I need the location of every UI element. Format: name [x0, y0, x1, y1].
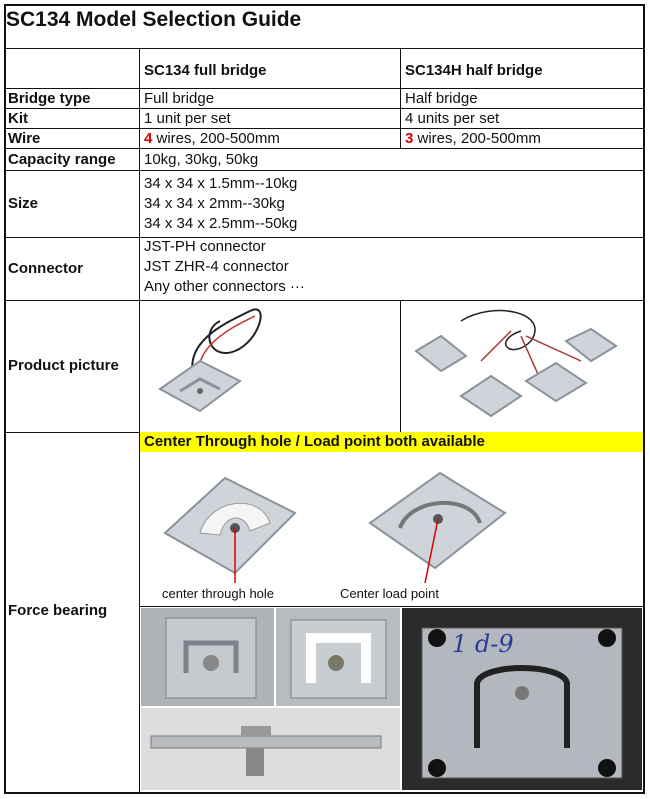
kit-half: 4 units per set	[405, 110, 500, 127]
half-bridge-closeup-photo	[402, 608, 642, 790]
row-label-size: Size	[8, 195, 39, 212]
connector-line: JST-PH connector	[144, 238, 266, 255]
connector-line: Any other connectors ···	[144, 278, 305, 295]
wire-count-full: 4	[144, 130, 153, 147]
row-label-connector: Connector	[8, 260, 83, 277]
grid-line	[4, 48, 645, 49]
size-line: 34 x 34 x 2mm--30kg	[144, 195, 285, 212]
installed-cell-side-photo	[141, 708, 400, 790]
wire-full	[144, 130, 280, 147]
force-bearing-diagram	[140, 453, 643, 605]
caption-center-through-hole: center through hole	[162, 586, 275, 601]
row-label-bridge-type: Bridge type	[8, 90, 91, 107]
row-label-force-bearing: Force bearing	[8, 602, 108, 619]
column-header-half-bridge: SC134H half bridge	[405, 62, 543, 79]
load-point-cell	[370, 473, 505, 583]
column-header-full-bridge: SC134 full bridge	[144, 62, 267, 79]
grid-line	[4, 108, 645, 109]
row-label-kit: Kit	[8, 110, 28, 127]
grid-line	[4, 170, 645, 171]
grid-line	[4, 128, 645, 129]
wire-detail-half: wires, 200-500mm	[413, 130, 541, 147]
caption-center-load-point: Center load point	[340, 586, 440, 601]
installed-cell-photo-2	[276, 608, 400, 706]
grid-line	[140, 606, 643, 607]
wire-detail-full: wires, 200-500mm	[152, 130, 280, 147]
kit-full: 1 unit per set	[144, 110, 231, 127]
bridge-type-full: Full bridge	[144, 90, 215, 107]
full-bridge-product-photo	[140, 301, 400, 432]
grid-line	[4, 88, 645, 89]
grid-line	[4, 148, 645, 149]
bridge-type-half: Half bridge	[405, 90, 478, 107]
size-line: 34 x 34 x 2.5mm--50kg	[144, 215, 298, 232]
connector-line: JST ZHR-4 connector	[144, 258, 289, 275]
page-title: SC134 Model Selection Guide	[6, 8, 302, 31]
handwritten-marking: 1 d-9	[452, 630, 514, 658]
row-label-capacity: Capacity range	[8, 151, 116, 168]
size-line: 34 x 34 x 1.5mm--10kg	[144, 175, 298, 192]
force-bearing-banner: Center Through hole / Load point both available	[140, 432, 643, 452]
installed-cell-photo-1	[141, 608, 274, 706]
through-hole-cell	[165, 478, 295, 583]
wire-count-half: 3	[405, 130, 414, 147]
grid-line	[4, 237, 645, 238]
capacity-value: 10kg, 30kg, 50kg	[144, 151, 259, 168]
half-bridge-product-photo	[401, 301, 643, 432]
grid-line	[400, 48, 401, 148]
wire-half	[405, 130, 541, 147]
row-label-wire: Wire	[8, 130, 41, 147]
row-label-product-picture: Product picture	[8, 357, 119, 374]
